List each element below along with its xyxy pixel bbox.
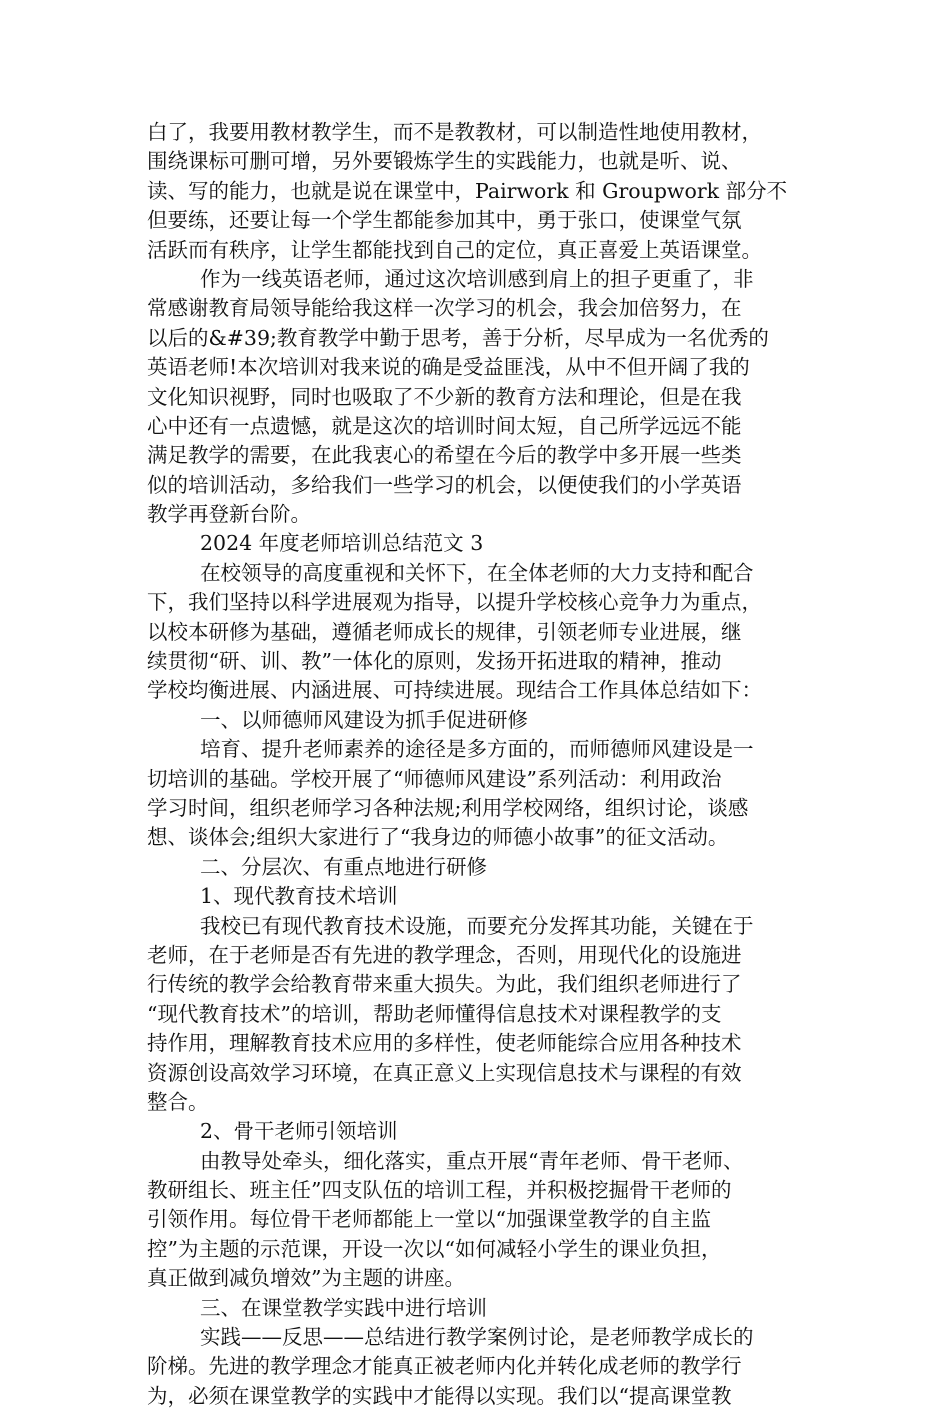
text-line: 持作用，理解教育技术应用的多样性，使老师能综合应用各种技术 xyxy=(147,1031,742,1056)
text-line: 资源创设高效学习环境，在真正意义上实现信息技术与课程的有效 xyxy=(147,1060,742,1085)
text-line: 常感谢教育局领导能给我这样一次学习的机会，我会加倍努力，在 xyxy=(147,296,742,321)
text-line: 续贯彻“研、训、教”一体化的原则，发扬开拓进取的精神，推动 xyxy=(147,649,722,674)
text-line: 以校本研修为基础，遵循老师成长的规律，引领老师专业进展，继 xyxy=(147,619,742,644)
text-line: 二、分层次、有重点地进行研修 xyxy=(200,854,487,879)
text-line: 2024 年度老师培训总结范文 3 xyxy=(200,531,484,556)
text-line: 但要练，还要让每一个学生都能参加其中，勇于张口，使课堂气氛 xyxy=(147,208,742,233)
text-line: 似的培训活动，多给我们一些学习的机会，以便使我们的小学英语 xyxy=(147,472,742,497)
text-line: “现代教育技术”的培训，帮助老师懂得信息技术对课程教学的支 xyxy=(147,1001,722,1026)
text-line: 在校领导的高度重视和关怀下，在全体老师的大力支持和配合 xyxy=(200,560,754,585)
text-line: 满足教学的需要，在此我衷心的希望在今后的教学中多开展一些类 xyxy=(147,443,742,468)
text-line: 2、骨干老师引领培训 xyxy=(200,1119,398,1144)
text-line: 一、以师德师风建设为抓手促进研修 xyxy=(200,707,528,732)
text-line: 以后的&#39;教育教学中勤于思考，善于分析，尽早成为一名优秀的 xyxy=(147,325,769,350)
text-line: 教研组长、班主任”四支队伍的培训工程，并积极挖掘骨干老师的 xyxy=(147,1178,732,1203)
text-line: 阶梯。先进的教学理念才能真正被老师内化并转化成老师的教学行 xyxy=(147,1354,742,1379)
text-line: 心中还有一点遗憾，就是这次的培训时间太短，自己所学远远不能 xyxy=(147,413,742,438)
text-line: 读、写的能力，也就是说在课堂中，Pairwork 和 Groupwork 部分不 xyxy=(147,178,788,203)
text-line: 白了，我要用教材教学生，而不是教教材，可以制造性地使用教材， xyxy=(147,120,762,144)
text-line: 三、在课堂教学实践中进行培训 xyxy=(200,1295,487,1320)
text-line: 下，我们坚持以科学进展观为指导，以提升学校核心竞争力为重点， xyxy=(147,590,762,615)
text-line: 培育、提升老师素养的途径是多方面的，而师德师风建设是一 xyxy=(200,737,754,762)
text-line: 教学再登新台阶。 xyxy=(147,502,311,527)
text-line: 整合。 xyxy=(147,1089,209,1114)
text-line: 实践——反思——总结进行教学案例讨论，是老师教学成长的 xyxy=(200,1325,754,1350)
text-line: 1、现代教育技术培训 xyxy=(200,884,398,909)
text-line: 控”为主题的示范课，开设一次以“如何减轻小学生的课业负担， xyxy=(147,1236,722,1261)
text-line: 英语老师!本次培训对我来说的确是受益匪浅，从中不但开阔了我的 xyxy=(147,355,750,380)
text-line: 行传统的教学会给教育带来重大损失。为此，我们组织老师进行了 xyxy=(147,972,742,997)
text-line: 老师，在于老师是否有先进的教学理念，否则，用现代化的设施进 xyxy=(147,942,742,967)
text-line: 真正做到减负增效”为主题的讲座。 xyxy=(147,1266,465,1291)
text-line: 学习时间，组织老师学习各种法规;利用学校网络，组织讨论，谈感 xyxy=(147,795,749,820)
document-body xyxy=(147,118,807,1411)
text-line: 为，必须在课堂教学的实践中才能得以实现。我们以“提高课堂教 xyxy=(147,1383,732,1408)
text-line: 切培训的基础。学校开展了“师德师风建设”系列活动：利用政治 xyxy=(147,766,722,791)
text-line: 由教导处牵头，细化落实，重点开展“青年老师、骨干老师、 xyxy=(200,1148,744,1173)
text-line: 学校均衡进展、内涵进展、可持续进展。现结合工作具体总结如下： xyxy=(147,678,762,703)
text-line: 引领作用。每位骨干老师都能上一堂以“加强课堂教学的自主监 xyxy=(147,1207,711,1232)
text-line: 围绕课标可删可增，另外要锻炼学生的实践能力，也就是听、说、 xyxy=(147,149,742,174)
text-line: 想、谈体会;组织大家进行了“我身边的师德小故事”的征文活动。 xyxy=(147,825,729,850)
text-line: 文化知识视野，同时也吸取了不少新的教育方法和理论，但是在我 xyxy=(147,384,742,409)
text-line: 活跃而有秩序，让学生都能找到自己的定位，真正喜爱上英语课堂。 xyxy=(147,237,762,262)
text-line: 作为一线英语老师，通过这次培训感到肩上的担子更重了，非 xyxy=(200,266,754,291)
text-line: 我校已有现代教育技术设施，而要充分发挥其功能，关键在于 xyxy=(200,913,754,938)
